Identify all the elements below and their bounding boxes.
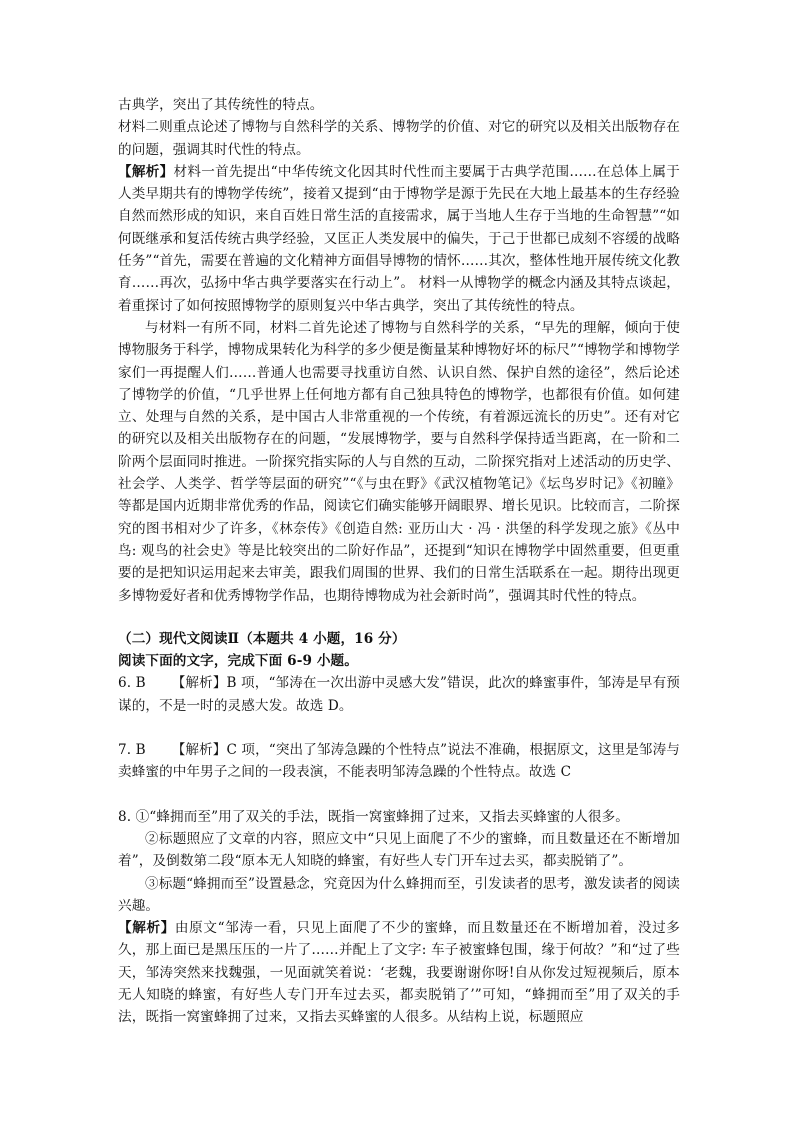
material-two-summary: 材料二则重点论述了博物与自然科学的关系、博物学的价值、对它的研究以及相关出版物存在的问题，强调其时代性的特点。 (118, 119, 680, 158)
material-comparison-paragraph: 与材料一有所不同，材料二首先论述了博物与自然科学的关系，“早先的理解，倾向于使博物服务于科学，博物成果转化为科学的多少便是衡量某种博物好坏的标尺”“博物学和博物学家们一再提醒人们……普通人也需要寻找重访自然、认识自然、保护自然的途径”，然后论述了博物学的价值，“几乎世界上任何地方都有自己独具特色的博物学，也都很有价值。如何建立、处理与自然的关系，是中国古人非常重视的一个传统，有着源远流长的历史”。还有对它的研究以及相关出版物存在的问题，“发展博物学，要与自然科学保持适当距离，在一阶和二阶两个层面同时推进。一阶探究指实际的人与自然的互动，二阶探究指对上述活动的历史学、社会学、人类学、哲学等层面的研究”“《与虫在野》《武汉植物笔记》《坛鸟岁时记》《初瞳》等都是国内近期非常优秀的作品，阅读它们确实能够开阔眼界、增长见识。比较而言，二阶探究的图书相对少了许多，《林奈传》《创造自然: 亚历山大 · 冯 · 洪堡的科学发现之旅》《丛中鸟: 观鸟的社会史》等是比较突出的二阶好作品”，还提到“知识在博物学中固然重要，但更重要的是把知识运用起来去审美，跟我们周围的世界、我们的日常生活联系在一起。期待出现更多博物爱好者和优秀博物学作品，也期待博物成为社会新时尚”，强调其时代性的特点。 (118, 319, 680, 604)
answer-8-analysis (118, 917, 680, 1028)
answer-8-analysis-text: 由原文“邹涛一看，只见上面爬了不少的蜜蜂，而且数量还在不断增加着，没过多久，那上面已是黑压压的一片了……并配上了文字: 车子被蜜蜂包围，缘于何故？”和“过了些天，邹涛突然来找魏强，一见面就笑着说：‘老魏，我要谢谢你呀!自从你发过短视频后，原本无人知晓的蜂蜜，有好些人专门开车过去买，都卖脱销了’”可知，“蜂拥而至”用了双关的手法，既指一窝蜜蜂拥了过来，又指去买蜂蜜的人很多。从结构上说，标题照应 (118, 920, 680, 1026)
answer-6 (118, 672, 680, 717)
analysis-text: 材料一首先提出“中华传统文化因其时代性而主要属于古典学范围……在总体上属于人类早期共有的博物学传统”，接着又提到“由于博物学是源于先民在大地上最基本的生存经验自然而然形成的知识，来自百姓日常生活的直接需求，属于当地人生存于当地的生命智慧”“如何既继承和复活传统古典学经验，又匡正人类发展中的偏失，于己于世都已成刻不容缓的战略任务”“首先，需要在普遍的文化精神方面倡导博物的情怀……其次，整体性地开展传统文化教育……再次，弘扬中华古典学要落实在行动上”。 材料一从博物学的概念内涵及其特点谈起，着重探讨了如何按照博物学的原则复兴中华古典学，突出了其传统性的特点。 (118, 163, 680, 314)
answer-7 (118, 739, 680, 784)
answer-8-point-3: ③标题“蜂拥而至”设置悬念，究竟因为什么蜂拥而至，引发读者的思考，激发读者的阅读兴趣。 (118, 875, 680, 914)
analysis-tag: 【解析】 (118, 163, 174, 180)
document-page (118, 94, 680, 1029)
material-analysis-paragraph (118, 161, 680, 317)
section-title: （二）现代文阅读Ⅱ（本题共 4 小题，16 分） (118, 630, 406, 647)
answer-7-text: 【解析】C 项，“突出了邹涛急躁的个性特点”说法不准确，根据原文，这里是邹涛与卖蜂蜜的中年男子之间的一段表演，不能表明邹涛急躁的个性特点。故选 C (118, 742, 680, 781)
answer-8-point-2: ②标题照应了文章的内容，照应文中“只见上面爬了不少的蜜蜂，而且数量还在不断增加着”，及倒数第二段“原本无人知晓的蜂蜜，有好些人专门开车过去买，都卖脱销了”。 (118, 830, 680, 870)
answer-7-number: 7. B (118, 742, 146, 759)
answer-8-analysis-tag: 【解析】 (118, 920, 175, 937)
answer-8-point-1: 8. ①“蜂拥而至”用了双关的手法，既指一窝蜜蜂拥了过来，又指去买蜂蜜的人很多。 (118, 808, 629, 825)
section-instruction: 阅读下面的文字，完成下面 6-9 小题。 (118, 653, 358, 670)
material-summary-end: 古典学，突出了其传统性的特点。 (118, 97, 324, 113)
answer-6-text: 【解析】B 项，“邹涛在一次出游中灵感大发”错误，此次的蜂蜜事件，邹涛是早有预谋的，不是一时的灵感大发。故选 D。 (118, 675, 681, 714)
answer-6-number: 6. B (118, 675, 146, 692)
